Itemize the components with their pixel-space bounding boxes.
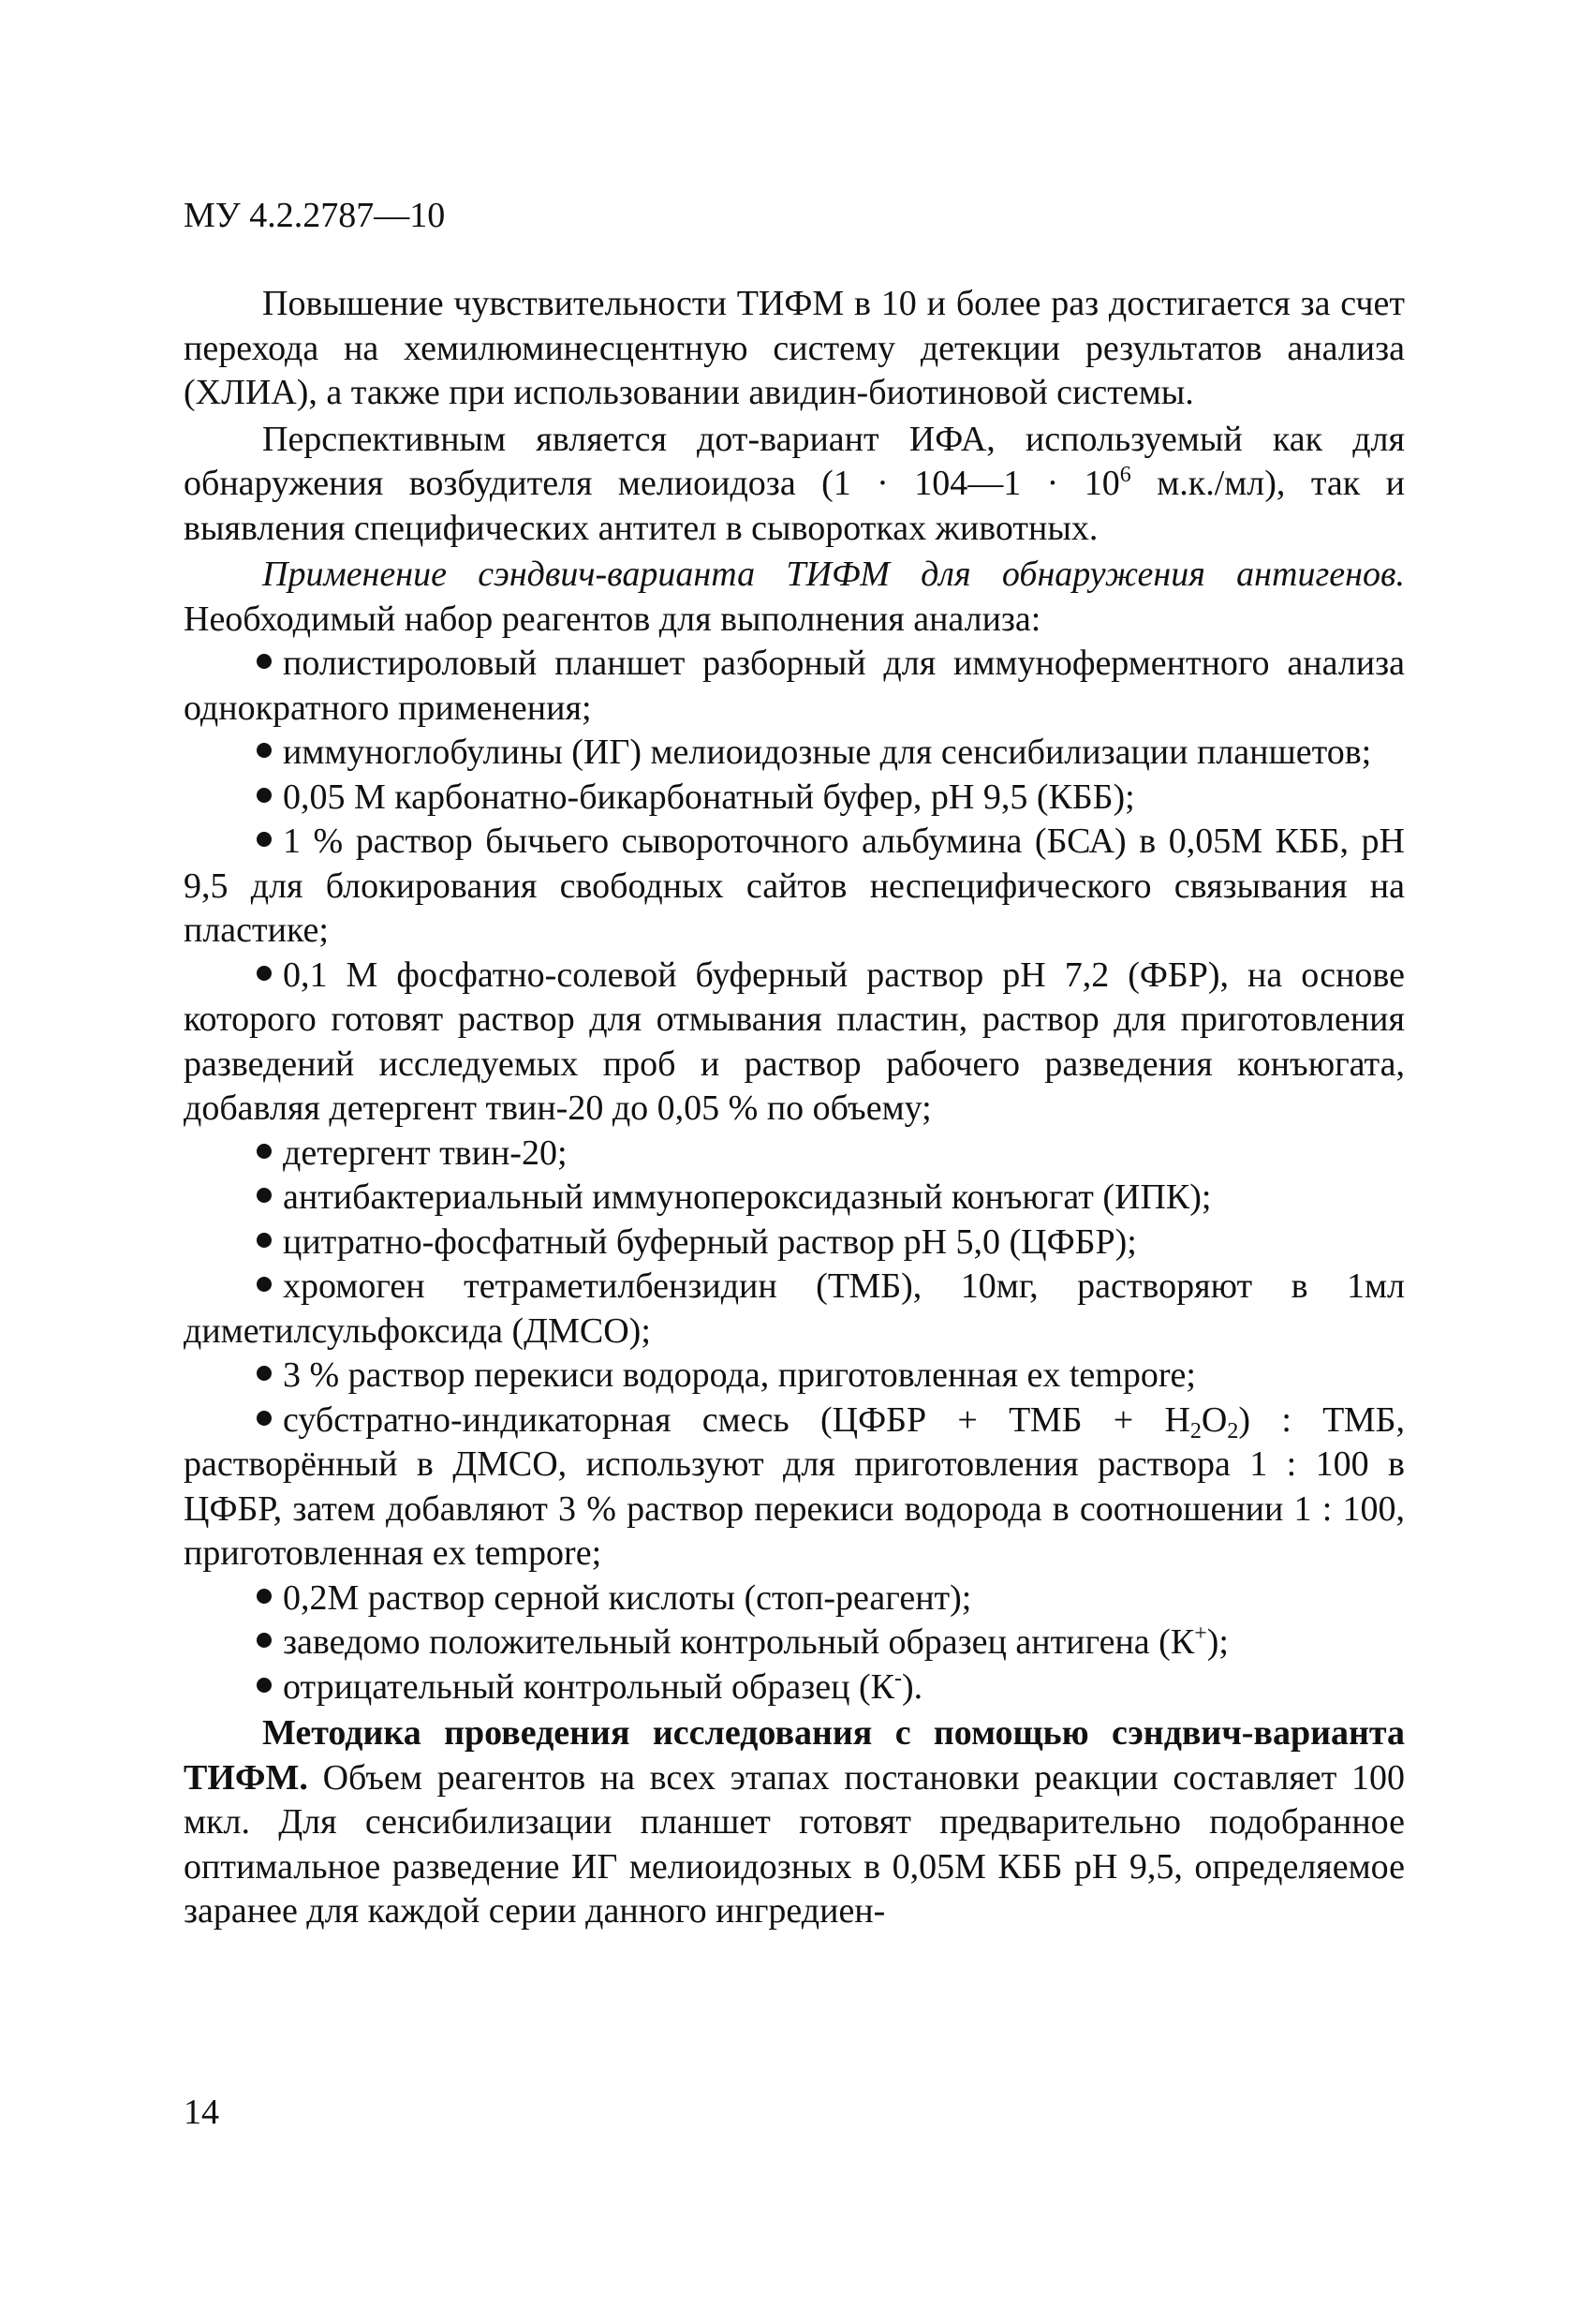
list-item-text: полистироловый планшет разборный для иммуноферментного анализа однократного применения;	[184, 644, 1405, 728]
list-item-text: 0,05 М карбонатно-бикарбонатный буфер, рН 9,5 (КББ);	[283, 777, 1135, 817]
paragraph-method-text: Объем реагентов на всех этапах постановки реакции составляет 100 мкл. Для сенсибилизации планшет готовят предварительно подобранное оптимальное разведение ИГ мелиоидозных в 0,05М КББ рН 9,5, определяемое заранее для каждой серии данного ингредиен-	[184, 1757, 1405, 1931]
paragraph-sandwich-intro-text: Необходимый набор реагентов для выполнения анализа:	[184, 599, 1041, 639]
paragraph-sensitivity: Повышение чувствительности ТИФМ в 10 и более раз достигается за счет перехода на хемилюминесцентную систему детекции результатов анализа (ХЛИА), а также при использовании авидин-биотиновой системы.	[184, 284, 1405, 412]
list-item	[184, 1176, 1405, 1221]
list-item	[184, 1221, 1405, 1266]
bullet-icon	[257, 1411, 272, 1426]
bullet-icon	[257, 1233, 272, 1248]
subscript: 2	[1189, 1418, 1202, 1443]
page-number: 14	[184, 2093, 219, 2132]
list-item	[184, 642, 1405, 731]
bullet-icon	[257, 1277, 272, 1292]
bullet-icon	[257, 1589, 272, 1604]
list-item-text: заведомо положительный контрольный образец антигена (К	[283, 1622, 1195, 1662]
list-item	[184, 731, 1405, 776]
paragraph-dot-variant-text-a: Перспективным является дот-вариант ИФА, используемый как для обнаружения возбудителя мелиоидоза (1 · 104—1 · 10	[184, 419, 1405, 503]
list-item-text: субстратно-индикаторная смесь (ЦФБР + ТМБ + Н	[283, 1399, 1190, 1440]
list-item	[184, 1354, 1405, 1399]
bold-method-heading: Методика проведения исследования с помощью сэндвич-варианта ТИФМ.	[184, 1713, 1405, 1798]
list-item	[184, 1665, 1405, 1710]
list-item	[184, 776, 1405, 821]
list-item	[184, 1576, 1405, 1621]
document-body	[184, 282, 1405, 1934]
subscript: 2	[1227, 1418, 1239, 1443]
paragraph-dot-variant	[184, 418, 1405, 552]
bullet-icon	[257, 1366, 272, 1381]
bullet-icon	[257, 788, 272, 803]
paragraph-method	[184, 1711, 1405, 1934]
bullet-icon	[257, 966, 272, 981]
list-item-text: детергент твин-20;	[283, 1132, 568, 1173]
italic-subheading: Применение сэндвич-варианта ТИФМ для обнаружения антигенов.	[262, 555, 1405, 594]
paragraph-sandwich-intro	[184, 553, 1405, 642]
list-item-text: ).	[901, 1666, 923, 1707]
paragraph-dot-variant-text-b: м.к./мл), так и выявления специфических антител в сыворотках животных.	[184, 464, 1406, 548]
list-item-text: иммуноглобулины (ИГ) мелиоидозные для сенсибилизации планшетов;	[283, 733, 1372, 772]
list-item-text: ) : ТМБ, растворённый в ДМСО, используют для приготовления раствора 1 : 100 в ЦФБР, затем добавляют 3 % раствор перекиси водорода в соотношении 1 : 100, приготовленная ex tempore;	[184, 1399, 1405, 1573]
list-item-text: отрицательный контрольный образец (К	[283, 1666, 894, 1707]
list-item-text: О	[1201, 1399, 1228, 1440]
list-item	[184, 1621, 1405, 1665]
reagent-list	[184, 642, 1405, 1710]
list-item-text: цитратно-фосфатный буферный раствор рН 5,0 (ЦФБР);	[283, 1221, 1137, 1262]
bullet-icon	[257, 1188, 272, 1203]
list-item-text: антибактериальный иммунопероксидазный конъюгат (ИПК);	[283, 1177, 1212, 1217]
bullet-icon	[257, 743, 272, 758]
list-item	[184, 1399, 1405, 1576]
bullet-icon	[257, 832, 272, 847]
superscript: +	[1194, 1621, 1207, 1646]
bullet-icon	[257, 1633, 272, 1648]
document-id-header: МУ 4.2.2787—10	[184, 196, 446, 235]
list-item-text: хромоген тетраметилбензидин (ТМБ), 10мг, растворяют в 1мл диметилсульфоксида (ДМСО);	[184, 1266, 1405, 1351]
list-item-text: 0,1 М фосфатно-солевой буферный раствор рН 7,2 (ФБР), на основе которого готовят раствор для отмывания пластин, раствор для приготовления разведений исследуемых проб и раствор рабочего разведения конъюгата, добавляя детергент твин-20 до 0,05 % по объему;	[184, 955, 1405, 1128]
list-item	[184, 1132, 1405, 1177]
bullet-icon	[257, 1144, 272, 1159]
list-item-text: 0,2М раствор серной кислоты (стоп-реагент);	[283, 1577, 972, 1618]
superscript-exponent: 6	[1119, 463, 1131, 487]
list-item-text: );	[1206, 1622, 1229, 1662]
bullet-icon	[257, 654, 272, 669]
bullet-icon	[257, 1678, 272, 1693]
superscript: -	[893, 1665, 902, 1691]
list-item	[184, 954, 1405, 1132]
list-item	[184, 1265, 1405, 1354]
list-item	[184, 820, 1405, 954]
list-item-text: 1 % раствор бычьего сывороточного альбумина (БСА) в 0,05М КББ, рН 9,5 для блокирования свободных сайтов неспецифического связывания на пластике;	[184, 822, 1405, 950]
list-item-text: 3 % раствор перекиси водорода, приготовленная ex tempore;	[283, 1355, 1196, 1395]
